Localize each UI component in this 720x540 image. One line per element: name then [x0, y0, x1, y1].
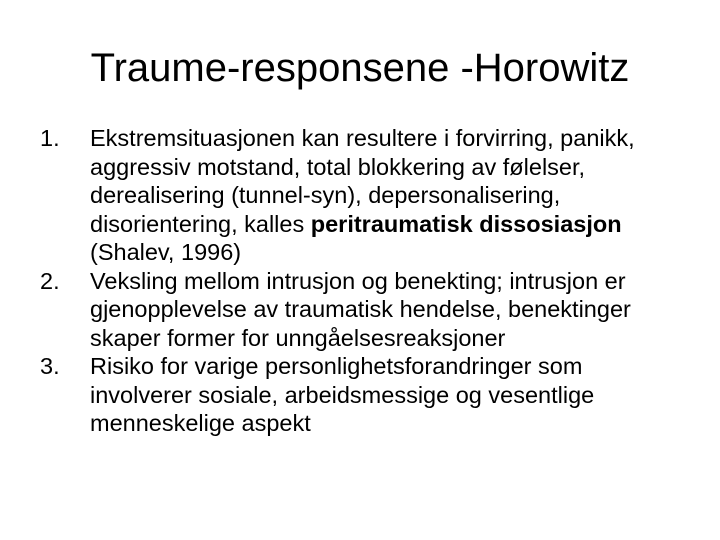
- list-item-1: [40, 124, 690, 267]
- list-item-2: [40, 267, 690, 353]
- list-item-text: Risiko for varige personlighetsforandringer som involverer sosiale, arbeidsmessige og vesentlige menneskelige aspekt: [90, 353, 595, 436]
- list-item-number: 3.: [40, 353, 60, 379]
- numbered-list: [40, 124, 690, 438]
- list-item-citation: (Shalev, 1996): [90, 239, 242, 265]
- list-item-bold-term: peritraumatisk dissosiasjon: [310, 210, 622, 237]
- list-item-number: 1.: [40, 125, 60, 151]
- list-item-3: [40, 352, 690, 438]
- list-item-text: Ekstremsituasjonen kan resultere i forvirring, panikk, aggressiv motstand, total blokkering av følelser, derealisering (tunnel-syn), depersonalisering, disorientering, kalles: [90, 125, 635, 237]
- list-item-text: Veksling mellom intrusjon og benekting; intrusjon er gjenopplevelse av traumatisk hendelse, benektinger skaper former for unngåelsesreaksjoner: [90, 267, 631, 351]
- slide-title: Traume-responsene -Horowitz: [90, 46, 630, 90]
- list-item-number: 2.: [40, 267, 60, 294]
